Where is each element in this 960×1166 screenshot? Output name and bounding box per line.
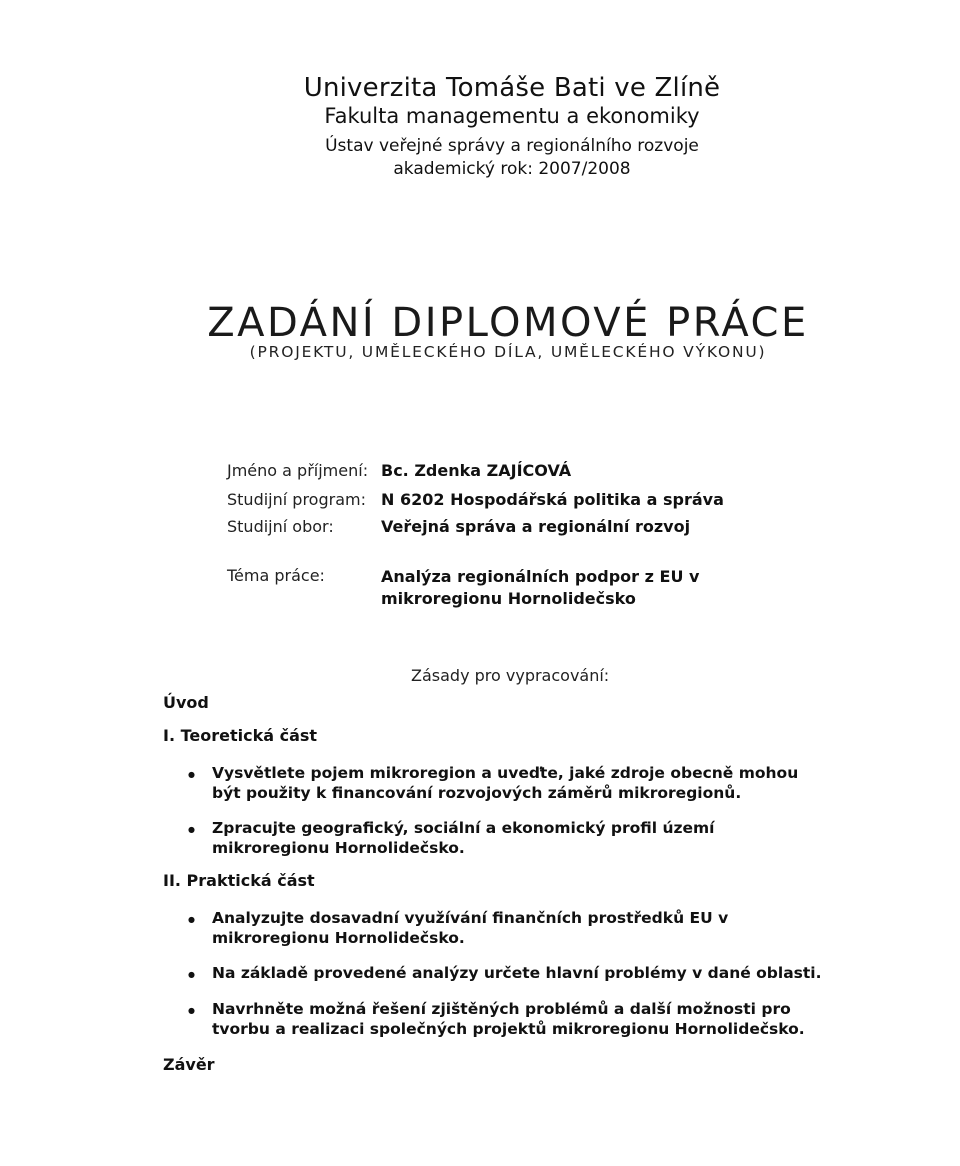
document-subtitle: (PROJEKTU, UMĚLECKÉHO DÍLA, UMĚLECKÉHO VÝKONU)	[249, 343, 767, 361]
bullet-icon: ●	[188, 770, 195, 779]
name-label: Jméno a příjmení:	[227, 461, 369, 480]
topic-value: Analýza regionálních podpor z EU v mikroregionu Hornolidečsko	[381, 567, 700, 608]
program-value: N 6202 Hospodářská politika a správa	[381, 490, 724, 509]
bullet-icon: ●	[188, 825, 195, 834]
practice-item: Na základě provedené analýzy určete hlavní problémy v dané oblasti.	[212, 964, 822, 982]
section-theory: I. Teoretická část	[163, 726, 318, 745]
bullet-icon: ●	[188, 1006, 195, 1015]
topic-label: Téma práce:	[227, 566, 325, 585]
practice-item: Navrhněte možná řešení zjištěných problémů a další možnosti pro tvorbu a realizaci společných projektů mikroregionu Hornolidečsko.	[212, 1000, 805, 1038]
section-intro: Úvod	[163, 693, 209, 712]
bullet-icon: ●	[188, 970, 195, 979]
university-name: Univerzita Tomáše Bati ve Zlíně	[303, 73, 721, 103]
section-conclusion: Závěr	[163, 1055, 215, 1074]
program-label: Studijní program:	[227, 490, 366, 509]
academic-year: akademický rok: 2007/2008	[393, 159, 631, 179]
section-practice: II. Praktická část	[163, 871, 315, 890]
field-value: Veřejná správa a regionální rozvoj	[381, 517, 691, 536]
theory-item: Zpracujte geografický, sociální a ekonomický profil území mikroregionu Hornolidečsko.	[212, 819, 715, 857]
document-title: ZADÁNÍ DIPLOMOVÉ PRÁCE	[207, 300, 809, 346]
name-value: Bc. Zdenka ZAJÍCOVÁ	[381, 461, 572, 480]
field-label: Studijní obor:	[227, 517, 334, 536]
institute-name: Ústav veřejné správy a regionálního rozvoje	[325, 136, 699, 156]
principles-heading: Zásady pro vypracování:	[411, 666, 610, 685]
bullet-icon: ●	[188, 915, 195, 924]
practice-item: Analyzujte dosavadní využívání finančních prostředků EU v mikroregionu Hornolidečsko.	[212, 909, 729, 947]
faculty-name: Fakulta managementu a ekonomiky	[324, 104, 700, 128]
theory-item: Vysvětlete pojem mikroregion a uveďte, jaké zdroje obecně mohou být použity k financování rozvojových záměrů mikroregionů.	[212, 764, 799, 802]
